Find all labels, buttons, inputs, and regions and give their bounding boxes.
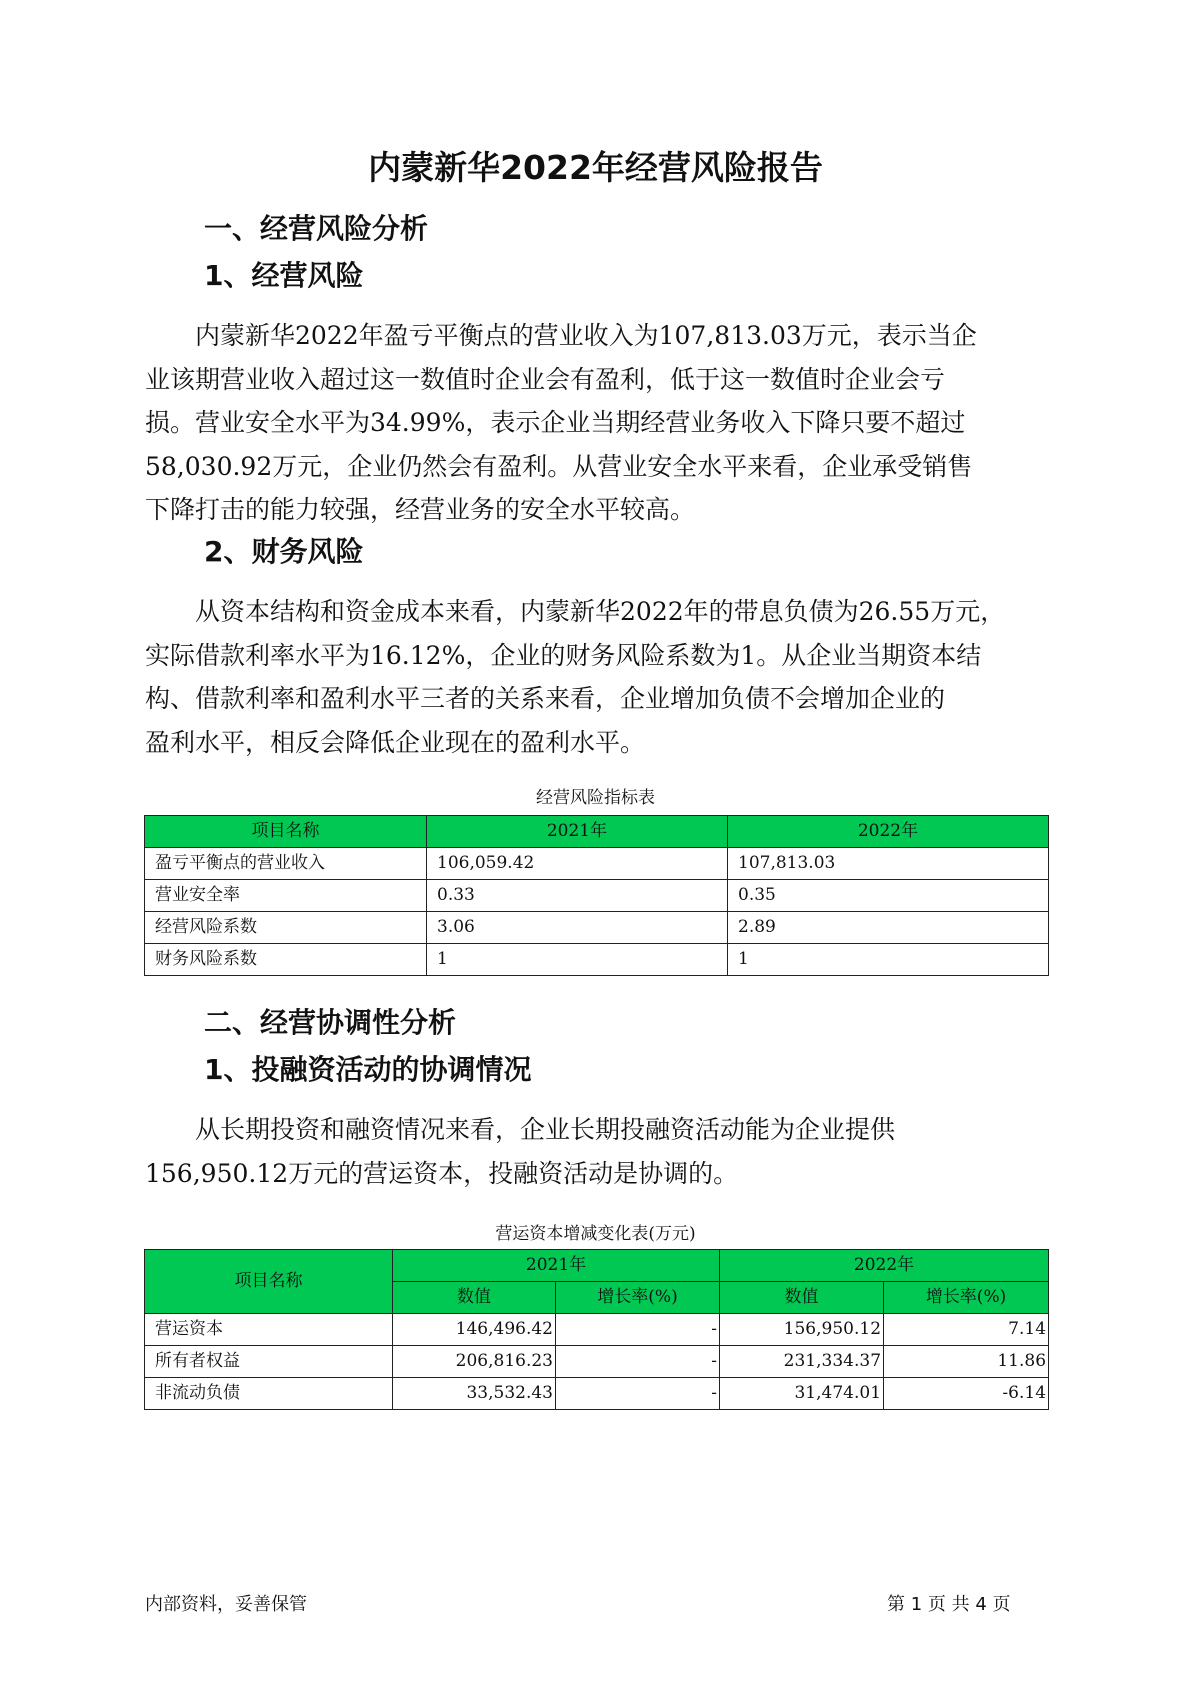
footer-confidential-note: 内部资料，妥善保管	[145, 1594, 307, 1615]
table-cell: 2.89	[728, 912, 1049, 944]
column-header: 项目名称	[145, 816, 427, 848]
column-header: 增长率(%)	[884, 1282, 1049, 1314]
table-cell: 146,496.42	[393, 1314, 556, 1346]
paragraph-line: 损。营业安全水平为34.99%，表示企业当期经营业务收入下降只要不超过	[145, 408, 966, 437]
table-cell: 206,816.23	[393, 1346, 556, 1378]
table-cell: 非流动负债	[145, 1378, 393, 1410]
paragraph-line: 构、借款利率和盈利水平三者的关系来看，企业增加负债不会增加企业的	[145, 684, 946, 713]
column-header: 项目名称	[145, 1250, 393, 1314]
paragraph-line: 内蒙新华2022年盈亏平衡点的营业收入为107,813.03万元，表示当企	[195, 321, 977, 350]
table-caption-working-capital: 营运资本增减变化表(万元)	[495, 1224, 696, 1244]
paragraph-line: 从长期投资和融资情况来看，企业长期投融资活动能为企业提供	[195, 1115, 896, 1144]
risk-indicator-table	[144, 815, 1049, 976]
table-cell: 所有者权益	[145, 1346, 393, 1378]
document-title: 内蒙新华2022年经营风险报告	[368, 148, 823, 187]
section-heading-risk-analysis: 一、经营风险分析	[204, 212, 429, 245]
table-cell: 1	[427, 944, 728, 976]
table-cell: 经营风险系数	[145, 912, 427, 944]
table-cell: 0.35	[728, 880, 1049, 912]
paragraph-line: 下降打击的能力较强，经营业务的安全水平较高。	[145, 495, 696, 524]
table-cell: 107,813.03	[728, 848, 1049, 880]
table-cell: 231,334.37	[720, 1346, 884, 1378]
table-cell: -	[556, 1378, 720, 1410]
table-cell: 营运资本	[145, 1314, 393, 1346]
table-cell: 31,474.01	[720, 1378, 884, 1410]
table-cell: 7.14	[884, 1314, 1049, 1346]
paragraph-operating-risk	[145, 314, 1050, 532]
table-cell: 盈亏平衡点的营业收入	[145, 848, 427, 880]
paragraph-line: 从资本结构和资金成本来看，内蒙新华2022年的带息负债为26.55万元，	[195, 597, 1006, 626]
table-row	[145, 1314, 1049, 1346]
column-header: 数值	[393, 1282, 556, 1314]
subsection-heading-investment-financing: 1、投融资活动的协调情况	[204, 1053, 532, 1086]
column-header: 2021年	[393, 1250, 720, 1282]
paragraph-line: 盈利水平，相反会降低企业现在的盈利水平。	[145, 727, 646, 757]
table-header-row	[145, 816, 1049, 848]
footer-page-number: 第 1 页 共 4 页	[887, 1594, 1011, 1615]
subsection-heading-operating-risk: 1、经营风险	[204, 259, 364, 292]
table-cell: -	[556, 1314, 720, 1346]
table-cell: 营业安全率	[145, 880, 427, 912]
subsection-heading-financial-risk: 2、财务风险	[204, 535, 364, 568]
paragraph-line: 156,950.12万元的营运资本，投融资活动是协调的。	[145, 1158, 739, 1188]
table-caption-risk-indicators: 经营风险指标表	[536, 788, 655, 808]
table-cell: -	[556, 1346, 720, 1378]
table-cell: 11.86	[884, 1346, 1049, 1378]
paragraph-line: 58,030.92万元，企业仍然会有盈利。从营业安全水平来看，企业承受销售	[145, 451, 973, 481]
table-cell: 3.06	[427, 912, 728, 944]
table-cell: 106,059.42	[427, 848, 728, 880]
column-header: 增长率(%)	[556, 1282, 720, 1314]
column-header: 数值	[720, 1282, 884, 1314]
paragraph-line: 实际借款利率水平为16.12%，企业的财务风险系数为1。从企业当期资本结	[145, 640, 982, 670]
table-row	[145, 1378, 1049, 1410]
table-header-row	[145, 1250, 1049, 1282]
paragraph-financial-risk	[145, 590, 1050, 764]
table-cell: 0.33	[427, 880, 728, 912]
table-cell: 156,950.12	[720, 1314, 884, 1346]
column-header: 2021年	[427, 816, 728, 848]
section-heading-coordination-analysis: 二、经营协调性分析	[204, 1006, 457, 1039]
table-row	[145, 848, 1049, 880]
working-capital-table	[144, 1249, 1049, 1410]
table-cell: 1	[728, 944, 1049, 976]
table-cell: 财务风险系数	[145, 944, 427, 976]
column-header: 2022年	[728, 816, 1049, 848]
table-cell: -6.14	[884, 1378, 1049, 1410]
table-row	[145, 880, 1049, 912]
column-header: 2022年	[720, 1250, 1049, 1282]
table-row	[145, 1346, 1049, 1378]
paragraph-investment-financing	[145, 1108, 1050, 1195]
table-cell: 33,532.43	[393, 1378, 556, 1410]
table-row	[145, 944, 1049, 976]
paragraph-line: 业该期营业收入超过这一数值时企业会有盈利，低于这一数值时企业会亏	[145, 364, 946, 394]
table-row	[145, 912, 1049, 944]
